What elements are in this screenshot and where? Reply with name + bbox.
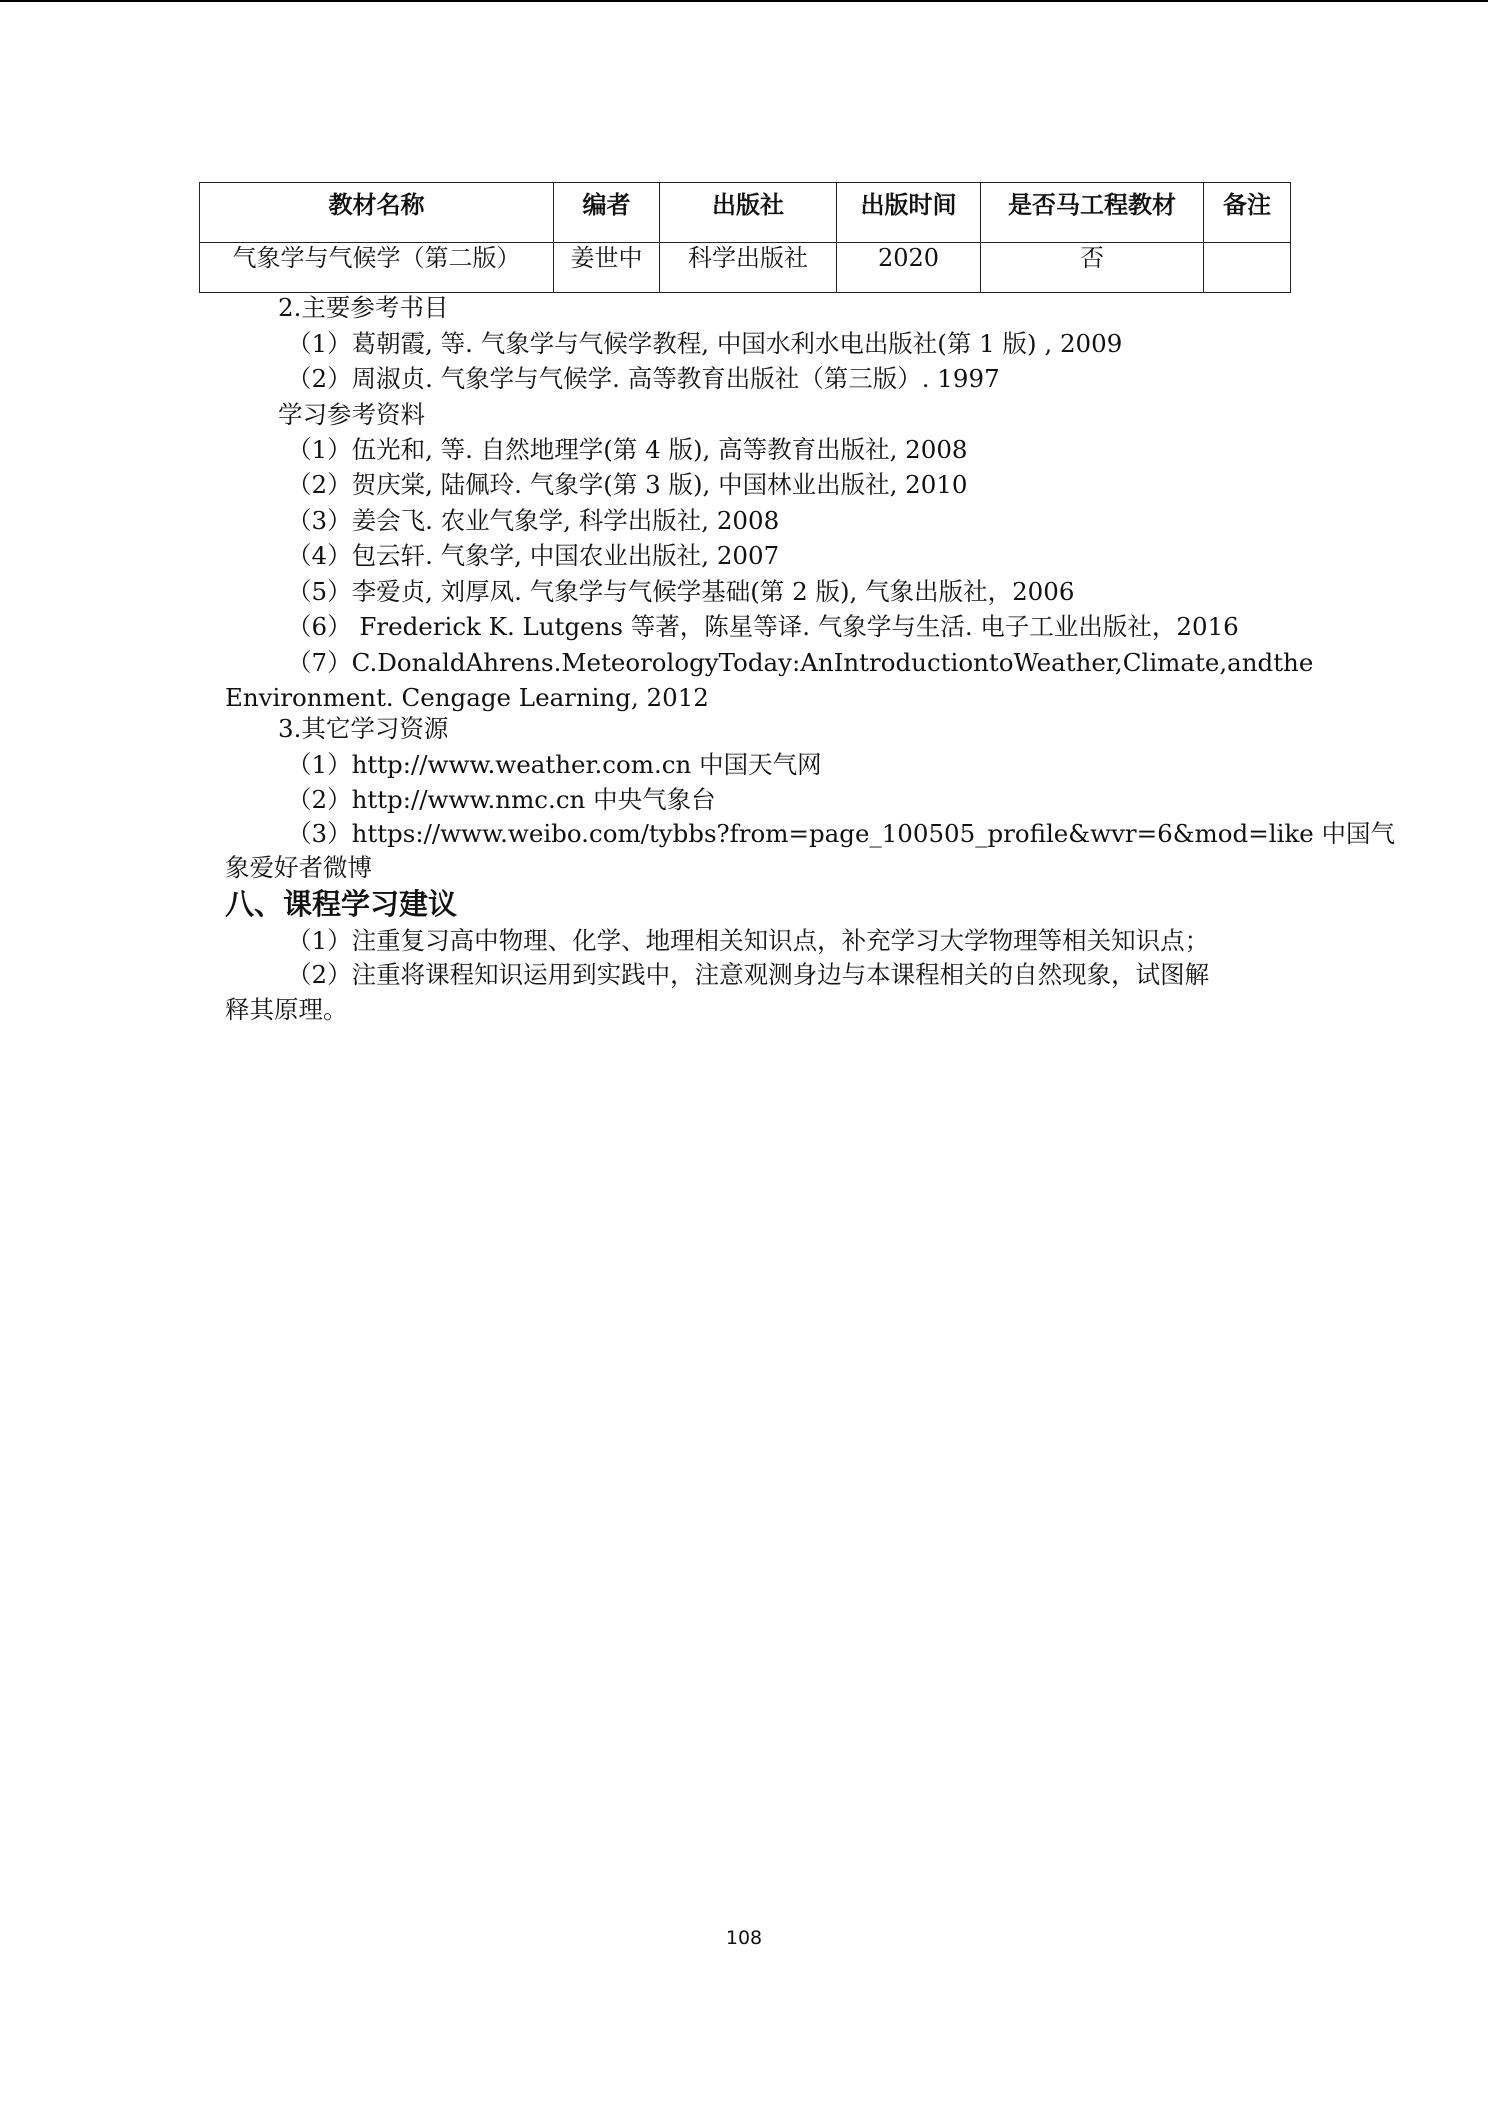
word: Donald (377, 648, 466, 677)
word: the (1273, 648, 1314, 677)
cell-ma-project: 否 (981, 243, 1204, 293)
main-reference-item: （1）葛朝霞, 等. 气象学与气候学教程, 中国水利水电出版社(第 1 版) , 2009 (287, 329, 1123, 358)
study-material-item: （4）包云轩. 气象学, 中国农业出版社, 2007 (287, 541, 780, 570)
word: and (1227, 648, 1274, 677)
suggestion-item-2-line2: 释其原理。 (225, 995, 348, 1024)
word: （7）C. (287, 648, 378, 677)
study-material-item: （3）姜会飞. 农业气象学, 科学出版社, 2008 (287, 506, 780, 535)
header-ma-project: 是否马工程教材 (981, 183, 1204, 243)
word: to (988, 648, 1014, 677)
header-editor: 编者 (554, 183, 660, 243)
other-resource-item-3-line2: 象爱好者微博 (225, 853, 372, 882)
other-resource-item: （2）http://www.nmc.cn 中央气象台 (287, 785, 716, 814)
main-reference-item: （2）周淑贞. 气象学与气候学. 高等教育出版社（第三版）. 1997 (287, 364, 1000, 393)
page-number: 108 (725, 1927, 763, 1949)
main-references-heading: 2.主要参考书目 (278, 293, 449, 322)
cell-editor: 姜世中 (554, 243, 660, 293)
study-material-item-7-line2: Environment. Cengage Learning, 2012 (225, 683, 709, 712)
word: Today: (718, 648, 801, 677)
header-textbook-name: 教材名称 (200, 183, 554, 243)
word: Climate, (1122, 648, 1228, 677)
study-material-item: （2）贺庆棠, 陆佩玲. 气象学(第 3 版), 中国林业出版社, 2010 (287, 470, 968, 499)
cell-publisher: 科学出版社 (660, 243, 837, 293)
cell-publish-date: 2020 (837, 243, 981, 293)
other-resource-item-3-line1: （3）https://www.weibo.com/tybbs?from=page_100505_profile&wvr=6&mod=like 中国气 (287, 819, 1396, 848)
suggestion-item-2-line1: （2）注重将课程知识运用到实践中，注意观测身边与本课程相关的自然现象，试图解 (287, 960, 1210, 989)
word: Weather, (1013, 648, 1123, 677)
header-notes: 备注 (1204, 183, 1291, 243)
suggestion-item-1: （1）注重复习高中物理、化学、地理相关知识点，补充学习大学物理等相关知识点； (287, 926, 1210, 955)
table-row (200, 243, 1291, 293)
study-material-item-7-line1 (287, 646, 1314, 680)
study-material-item: （5）李爱贞, 刘厚凤. 气象学与气候学基础(第 2 版), 气象出版社，2006 (287, 577, 1075, 606)
table-header-row (200, 183, 1291, 243)
textbook-table (199, 182, 1291, 293)
study-material-item: （1）伍光和, 等. 自然地理学(第 4 版), 高等教育出版社, 2008 (287, 435, 968, 464)
other-resources-heading: 3.其它学习资源 (278, 714, 449, 743)
header-publisher: 出版社 (660, 183, 837, 243)
word: Introduction (833, 648, 989, 677)
cell-notes (1204, 243, 1291, 293)
word: Meteorology (561, 648, 719, 677)
cell-textbook-name: 气象学与气候学（第二版） (200, 243, 554, 293)
header-publish-date: 出版时间 (837, 183, 981, 243)
study-material-item: （6） Frederick K. Lutgens 等著，陈星等译. 气象学与生活. 电子工业出版社，2016 (287, 612, 1239, 641)
word: Ahrens. (465, 648, 562, 677)
section-eight-heading: 八、课程学习建议 (225, 887, 458, 921)
study-materials-heading: 学习参考资料 (278, 400, 425, 429)
word: An (800, 648, 834, 677)
other-resource-item: （1）http://www.weather.com.cn 中国天气网 (287, 750, 822, 779)
